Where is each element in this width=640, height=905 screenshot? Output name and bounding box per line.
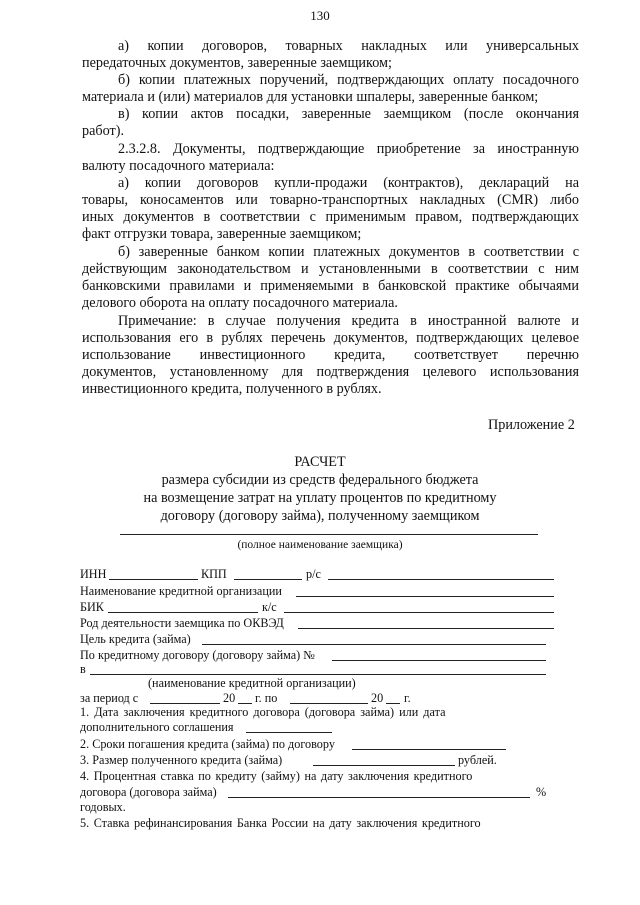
item1-field[interactable]: [246, 732, 332, 733]
inn-field[interactable]: [109, 579, 198, 580]
body-line: материала и (или) материалов для установки шпалеры, заверенные банком;: [82, 89, 539, 105]
body-line: банковскими правилами и применяемыми в банковской практике обычаями: [82, 278, 579, 294]
body-line: инвестиционного кредита, полученного в рублях.: [82, 381, 382, 397]
form-title: РАСЧЕТ: [294, 454, 346, 470]
page-number: 130: [310, 8, 330, 23]
period-to-field[interactable]: [290, 703, 368, 704]
body-line: действующим законодательством и установленными в соответствии с ним: [82, 261, 579, 277]
okved-field[interactable]: [298, 628, 554, 629]
form-subtitle-line: на возмещение затрат на уплату процентов по кредитному: [143, 490, 497, 506]
item4-line2: договора (договора займа): [80, 785, 217, 799]
period-year1-field[interactable]: [238, 703, 252, 704]
rs-label: р/с: [306, 567, 321, 581]
period-year2-field[interactable]: [386, 703, 400, 704]
item1-line1: 1. Дата заключения кредитного договора (договора займа) или дата: [80, 705, 446, 719]
body-line: использование инвестиционного кредита, соответствует перечню: [82, 347, 579, 363]
body-line: б) копии платежных поручений, подтверждающих оплату посадочного: [118, 72, 579, 88]
kpp-field[interactable]: [234, 579, 302, 580]
period-to-label: г. по: [255, 691, 278, 705]
credit-org-name-field[interactable]: [90, 674, 546, 675]
rs-field[interactable]: [328, 579, 554, 580]
body-line: б) заверенные банком копии платежных документов в соответствии с: [118, 244, 579, 260]
period-from-field[interactable]: [150, 703, 220, 704]
bik-field[interactable]: [108, 612, 258, 613]
item2-label: 2. Сроки погашения кредита (займа) по договору: [80, 737, 335, 751]
purpose-field[interactable]: [202, 644, 546, 645]
period-from-label: за период с: [80, 691, 139, 705]
body-line: иных документов в соответствии с применимым правом, подтверждающих: [82, 209, 579, 225]
credit-org-label: Наименование кредитной организации: [80, 584, 282, 598]
period-year2-label: 20: [371, 691, 384, 705]
appendix-label: Приложение 2: [488, 417, 575, 433]
item3-unit: рублей.: [458, 753, 497, 767]
ks-field[interactable]: [284, 612, 554, 613]
body-line: а) копии договоров, товарных накладных или универсальных: [118, 38, 579, 54]
body-line: документов, установленному для подтверждения целевого использования: [82, 364, 579, 380]
credit-org-field[interactable]: [296, 596, 554, 597]
period-end-label: г.: [404, 691, 411, 705]
item4-line3: годовых.: [80, 800, 126, 814]
purpose-label: Цель кредита (займа): [80, 632, 191, 646]
period-year1-label: 20: [223, 691, 236, 705]
item5-line1: 5. Ставка рефинансирования Банка России на дату заключения кредитного: [80, 816, 481, 830]
ks-label: к/с: [262, 600, 277, 614]
form-subtitle-line: размера субсидии из средств федерального бюджета: [161, 472, 479, 488]
body-line: передаточных документов, заверенные заемщиком;: [82, 55, 392, 71]
form-subtitle-line: договору (договору займа), полученному заемщиком: [160, 508, 480, 524]
okved-label: Род деятельности заемщика по ОКВЭД: [80, 616, 284, 630]
kpp-label: КПП: [201, 567, 227, 581]
body-line: Примечание: в случае получения кредита в иностранной валюте и: [118, 313, 579, 329]
item4-line1: 4. Процентная ставка по кредиту (займу) на дату заключения кредитного: [80, 769, 473, 783]
body-line: факт отгрузки товара, заверенные заемщиком;: [82, 226, 362, 242]
body-line: товары, коносаментов или товарно-транспортных накладных (CMR) либо: [82, 192, 579, 208]
agreement-field[interactable]: [332, 660, 546, 661]
borrower-name-line[interactable]: [120, 534, 538, 535]
in-label: в: [80, 662, 86, 676]
body-line: валюту посадочного материала:: [82, 158, 275, 174]
body-line: в) копии актов посадки, заверенные заемщиком (после окончания: [118, 106, 579, 122]
item4-percent: %: [536, 785, 547, 799]
item2-field[interactable]: [352, 749, 506, 750]
body-line: использования его в рублях перечень документов, подтверждающих целевое: [82, 330, 579, 346]
borrower-caption: (полное наименование заемщика): [237, 539, 403, 551]
body-line: а) копии договоров купли-продажи (контрактов), деклараций на: [118, 175, 579, 191]
agreement-label: По кредитному договору (договору займа) №: [80, 648, 315, 662]
body-line: делового оборота на оплату посадочного материала.: [82, 295, 398, 311]
credit-org-caption: (наименование кредитной организации): [148, 676, 356, 690]
item1-line2: дополнительного соглашения: [80, 720, 234, 734]
inn-label: ИНН: [80, 567, 107, 581]
item4-field[interactable]: [228, 797, 530, 798]
body-line: работ).: [82, 123, 124, 139]
body-line: 2.3.2.8. Документы, подтверждающие приобретение за иностранную: [118, 141, 579, 157]
bik-label: БИК: [80, 600, 104, 614]
item3-label: 3. Размер полученного кредита (займа): [80, 753, 283, 767]
item3-field[interactable]: [313, 765, 455, 766]
